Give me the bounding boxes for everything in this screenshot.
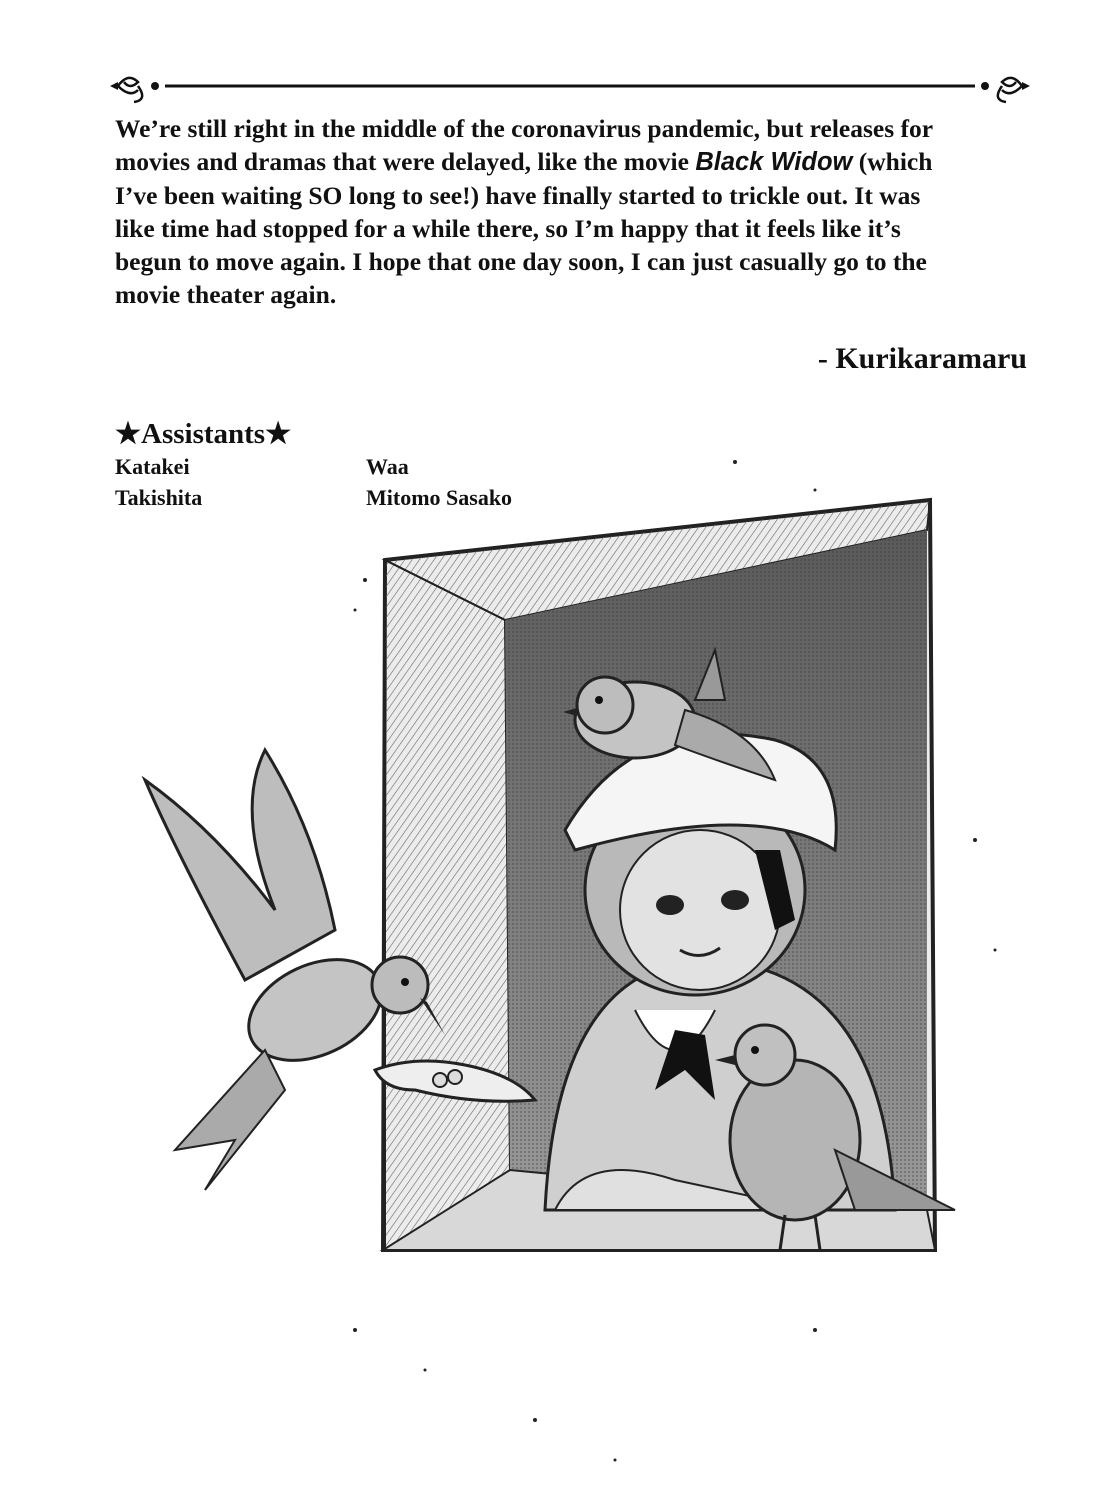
message-line: movie theater again. bbox=[115, 280, 337, 309]
message-line: I’ve been waiting SO long to see!) have finally started to trickle out. It was bbox=[115, 181, 921, 210]
assistant-name: Waa bbox=[366, 454, 409, 479]
assistant-name: Katakei bbox=[115, 454, 190, 479]
manga-illustration bbox=[115, 450, 1015, 1490]
author-signature: - Kurikaramaru bbox=[817, 342, 1027, 375]
assistants-heading: ★Assistants★ bbox=[115, 418, 292, 450]
message-line: (which bbox=[852, 147, 933, 176]
message-line: like time had stopped for a while there, so I’m happy that it feels like it’s bbox=[115, 214, 901, 243]
movie-title: Black Widow bbox=[695, 148, 853, 176]
assistant-name: Takishita bbox=[115, 485, 203, 510]
message-line: We’re still right in the middle of the coronavirus pandemic, but releases for bbox=[115, 114, 934, 143]
message-line: movies and dramas that were delayed, like the movie bbox=[115, 147, 696, 176]
author-message bbox=[115, 112, 1030, 311]
message-line: begun to move again. I hope that one day soon, I can just casually go to the bbox=[115, 247, 927, 276]
assistant-name: Mitomo Sasako bbox=[366, 485, 513, 510]
ornamental-divider bbox=[110, 68, 1030, 104]
